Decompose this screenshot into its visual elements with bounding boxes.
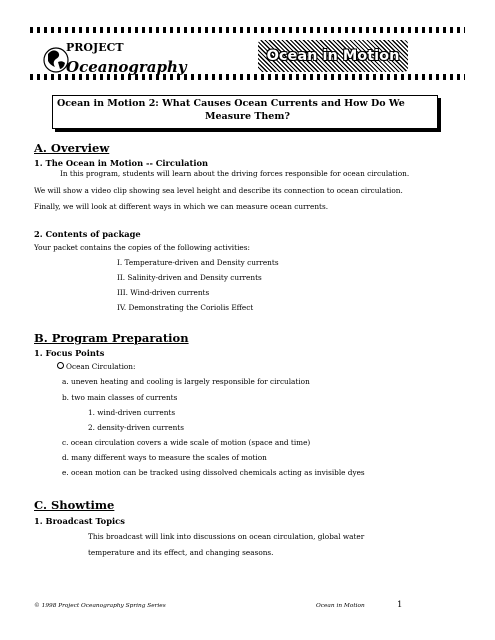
focus-item-c: c. ocean circulation covers a wide scale of motion (space and time) bbox=[62, 438, 311, 447]
focus-item-a: a. uneven heating and cooling is largely responsible for circulation bbox=[62, 377, 310, 386]
section-a-sub1-heading: 1. The Ocean in Motion -- Circulation bbox=[34, 158, 209, 168]
focus-item-b2: 2. density-driven currents bbox=[88, 423, 184, 432]
ocean-in-motion-badge bbox=[258, 40, 408, 72]
package-item-2: II. Salinity-driven and Density currents bbox=[117, 273, 262, 282]
focus-bullet-text: Ocean Circulation: bbox=[66, 362, 136, 371]
page-number: 1 bbox=[397, 600, 403, 610]
focus-item-b: b. two main classes of currents bbox=[62, 393, 178, 402]
section-c-sub1-heading: 1. Broadcast Topics bbox=[34, 516, 125, 526]
title-line-1: Ocean in Motion 2: What Causes Ocean Currents and How Do We bbox=[57, 98, 405, 109]
project-oceanography-logo bbox=[42, 30, 202, 88]
overview-line-2: We will show a video clip showing sea level height and describe its connection to ocean circulation. bbox=[34, 186, 403, 195]
section-b-sub1-heading: 1. Focus Points bbox=[34, 348, 105, 358]
section-b-heading: B. Program Preparation bbox=[34, 331, 189, 345]
footer-copyright: © 1998 Project Oceanography Spring Series bbox=[34, 603, 166, 609]
broadcast-line-2: temperature and its effect, and changing seasons. bbox=[88, 548, 274, 557]
broadcast-line-1: This broadcast will link into discussions on ocean circulation, global water bbox=[88, 532, 365, 541]
logo-oceanography-text: Oceanography bbox=[66, 58, 187, 76]
focus-bullet bbox=[57, 362, 135, 371]
bullet-circle-icon bbox=[57, 362, 64, 369]
section-a-sub2-heading: 2. Contents of package bbox=[34, 229, 141, 239]
title-line-2: Measure Them? bbox=[205, 110, 290, 122]
focus-item-e: e. ocean motion can be tracked using dissolved chemicals acting as invisible dyes bbox=[62, 468, 365, 477]
overview-line-3: Finally, we will look at different ways in which we can measure ocean currents. bbox=[34, 202, 329, 211]
overview-line-1: In this program, students will learn about the driving forces responsible for ocean circulation. bbox=[60, 169, 410, 178]
package-item-4: IV. Demonstrating the Coriolis Effect bbox=[117, 303, 254, 312]
focus-item-d: d. many different ways to measure the scales of motion bbox=[62, 453, 267, 462]
section-c-heading: C. Showtime bbox=[34, 498, 115, 512]
section-a-heading: A. Overview bbox=[34, 141, 110, 155]
package-item-3: III. Wind-driven currents bbox=[117, 288, 210, 297]
badge-text: Ocean in Motion bbox=[266, 48, 400, 64]
focus-item-b1: 1. wind-driven currents bbox=[88, 408, 176, 417]
package-intro: Your packet contains the copies of the following activities: bbox=[34, 243, 250, 252]
logo-project-text: PROJECT bbox=[66, 41, 124, 54]
package-item-1: I. Temperature-driven and Density currents bbox=[117, 258, 279, 267]
footer-series: Ocean in Motion bbox=[316, 603, 365, 609]
program-title-box bbox=[52, 95, 438, 129]
